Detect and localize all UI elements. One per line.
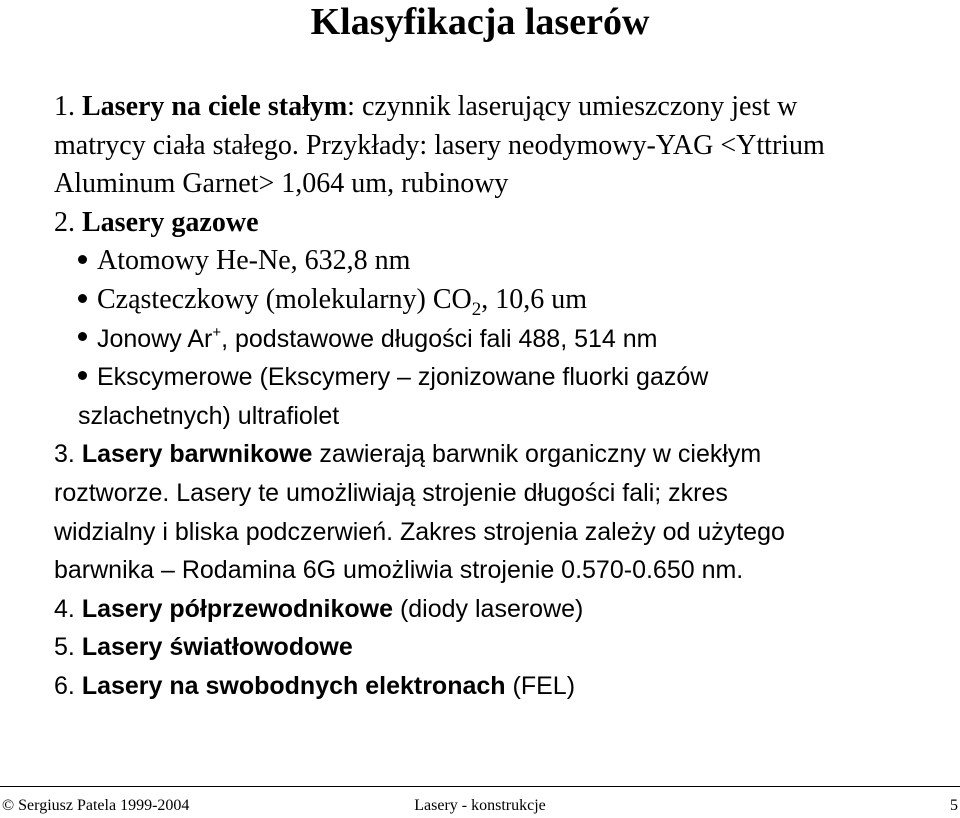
item-5-number: 5. [54, 633, 75, 662]
co2-subscript: 2 [471, 298, 482, 320]
bullet-dot-icon [78, 255, 87, 264]
item-3-line-4: barwnika – Rodamina 6G umożliwia strojenie 0.570-0.650 nm. [54, 556, 744, 585]
ar-superscript: + [212, 323, 222, 341]
bullet-dot-icon [78, 294, 87, 303]
item-1-number: 1. [54, 91, 75, 122]
bullet-dot-icon [78, 371, 87, 380]
bullet-ionic-text-end: , podstawowe długości fali 488, 514 nm [221, 324, 658, 353]
bullet-molecular-text: Cząsteczkowy (molekularny) CO [97, 283, 472, 315]
footer-divider [0, 786, 960, 787]
item-2-number: 2. [54, 206, 75, 238]
slide-content [54, 88, 944, 706]
item-6-term: Lasery na swobodnych elektronach [81, 671, 506, 700]
bullet-atomic [54, 242, 944, 281]
footer-title: Lasery - konstrukcje [414, 797, 546, 814]
item-3-number: 3. [54, 440, 75, 469]
bullet-excimer-text: Ekscymerowe (Ekscymery – zjonizowane fluorki gazów [97, 363, 709, 392]
item-6-line [54, 667, 944, 706]
item-4-number: 4. [54, 594, 75, 623]
item-5-term: Lasery światłowodowe [81, 633, 353, 662]
item-6-text: (FEL) [512, 671, 576, 700]
item-2-term: Lasery gazowe [82, 206, 259, 238]
item-3-text: zawierają barwnik organiczny w ciekłym [319, 440, 762, 469]
item-1-line-3: Aluminum Garnet> 1,064 um, rubinowy [54, 168, 509, 200]
item-1-line-1 [54, 88, 944, 127]
bullet-ionic [54, 320, 944, 359]
item-4-term: Lasery półprzewodnikowe [81, 594, 393, 623]
item-3-line-3: widzialny i bliska podczerwień. Zakres strojenia zależy od użytego [54, 517, 785, 546]
item-4-text: (diody laserowe) [399, 594, 584, 623]
item-1-text: : czynnik laserujący umieszczony jest w [347, 91, 798, 122]
item-1-line-2: matrycy ciała stałego. Przykłady: lasery neodymowy-YAG <Yttrium [54, 129, 825, 161]
item-3-line-1 [54, 435, 944, 474]
item-3-line-2: roztworze. Lasery te umożliwiają strojenie długości fali; zkres [54, 478, 728, 507]
item-5-line [54, 628, 944, 667]
bullet-excimer [54, 358, 944, 397]
footer-copyright: © Sergiusz Patela 1999-2004 [2, 797, 190, 814]
bullet-ionic-text: Jonowy Ar [97, 324, 213, 353]
item-4-line [54, 590, 944, 629]
item-2-line-1 [54, 204, 944, 243]
item-6-number: 6. [54, 671, 75, 700]
bullet-atomic-text: Atomowy He-Ne, 632,8 nm [97, 245, 411, 277]
bullet-excimer-continuation: szlachetnych) ultrafiolet [78, 401, 340, 430]
item-1-term: Lasery na ciele stałym [82, 91, 348, 122]
bullet-molecular-text-end: , 10,6 um [481, 283, 588, 315]
item-3-term: Lasery barwnikowe [81, 440, 313, 469]
slide-title: Klasyfikacja laserów [310, 1, 650, 43]
page-number: 5 [950, 797, 958, 814]
bullet-molecular [54, 281, 944, 320]
bullet-dot-icon [78, 332, 87, 341]
